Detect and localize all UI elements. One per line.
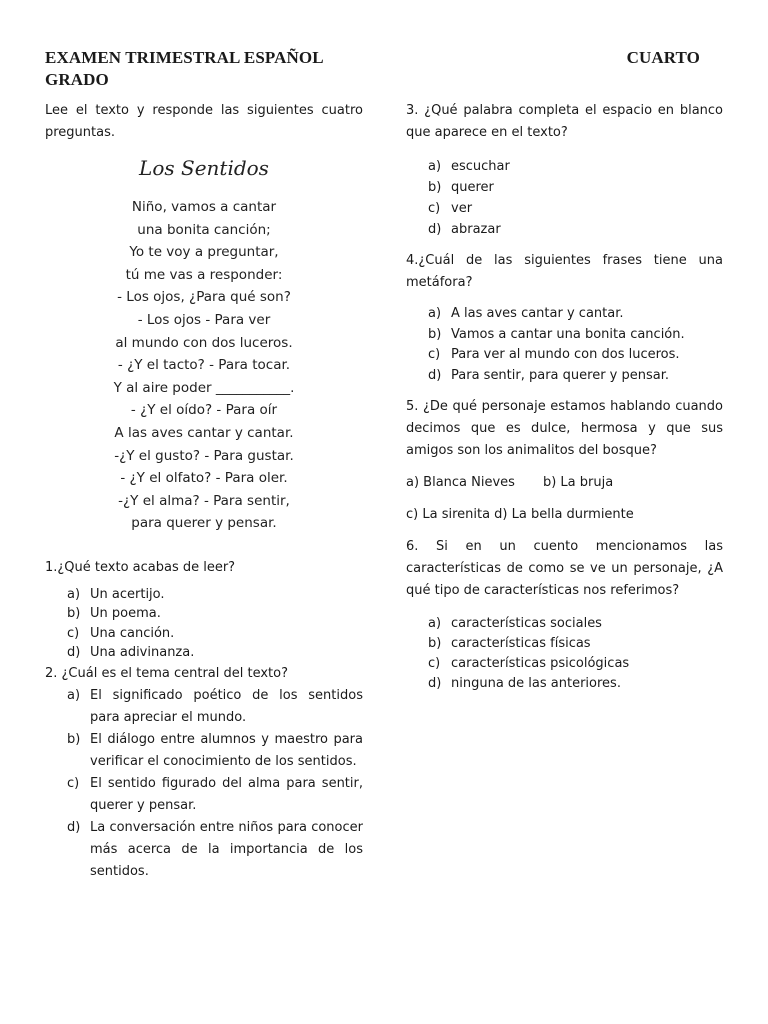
option[interactable] — [45, 643, 363, 663]
poem-line: - ¿Y el olfato? - Para oler. — [120, 470, 288, 487]
poem-line: A las aves cantar y cantar. — [114, 424, 294, 441]
option-letter: b) — [67, 731, 81, 747]
poem — [45, 196, 363, 535]
left-column — [45, 100, 363, 883]
option-text: La conversación entre niños para conocer más acerca de la importancia de los sentidos. — [90, 819, 363, 879]
option-text: características psicológicas — [451, 656, 630, 671]
inline-options — [406, 472, 723, 494]
question-2 — [45, 663, 363, 883]
option-text: Un acertijo. — [90, 586, 165, 602]
poem-title: Los Sentidos — [139, 156, 269, 180]
option[interactable] — [406, 634, 723, 654]
option-text: características sociales — [451, 616, 602, 631]
poem-line: -¿Y el alma? - Para sentir, — [118, 492, 290, 509]
option[interactable] — [406, 156, 723, 177]
option-list — [406, 614, 723, 694]
option-text: ninguna de las anteriores. — [451, 676, 621, 691]
option-list — [406, 304, 723, 386]
option-letter: c) — [428, 656, 441, 671]
question-text: 1.¿Qué texto acabas de leer? — [45, 559, 236, 575]
option[interactable] — [45, 729, 363, 773]
option[interactable] — [45, 624, 363, 644]
option[interactable] — [45, 604, 363, 624]
option-list — [406, 156, 723, 240]
option-text: El sentido figurado del alma para sentir, querer y pensar. — [90, 775, 363, 813]
option-text: ver — [451, 201, 473, 216]
option-text: abrazar — [451, 222, 501, 237]
option[interactable] — [45, 773, 363, 817]
right-column — [406, 100, 723, 694]
question-text: 6. Si en un cuento mencionamos las características de como se ve un personaje, ¿A qué tipo de características nos referimos? — [406, 539, 723, 598]
option-letter: d) — [67, 819, 81, 835]
poem-line: tú me vas a responder: — [125, 266, 283, 283]
option-text: Para ver al mundo con dos luceros. — [451, 347, 680, 362]
option[interactable] — [45, 685, 363, 729]
option[interactable] — [406, 674, 723, 694]
exam-title: EXAMEN TRIMESTRAL ESPAÑOL — [45, 48, 324, 67]
option-letter: c) — [67, 625, 80, 641]
question-5 — [406, 396, 723, 526]
poem-line: -¿Y el gusto? - Para gustar. — [114, 447, 294, 464]
option-text: El diálogo entre alumnos y maestro para verificar el conocimiento de los sentidos. — [90, 731, 363, 769]
option-text: Un poema. — [90, 606, 161, 622]
option[interactable]: b) La bruja — [542, 475, 614, 490]
poem-line: para querer y pensar. — [131, 515, 277, 532]
option-letter: a) — [67, 687, 81, 703]
option-letter: b) — [428, 180, 442, 195]
option-letter: d) — [428, 367, 442, 383]
question-3 — [406, 100, 723, 240]
poem-line: al mundo con dos luceros. — [115, 334, 293, 351]
option[interactable] — [406, 366, 723, 387]
poem-line: Y al aire poder ___________. — [113, 379, 295, 396]
question-text: 4.¿Cuál de las siguientes frases tiene una metáfora? — [406, 253, 723, 290]
option-text: características físicas — [451, 636, 591, 651]
option[interactable] — [406, 219, 723, 240]
option[interactable] — [406, 198, 723, 219]
option-text: A las aves cantar y cantar. — [451, 306, 624, 321]
option[interactable] — [406, 304, 723, 325]
option[interactable]: a) Blanca Nieves — [406, 475, 515, 490]
exam-header — [45, 47, 700, 91]
option-text: Una canción. — [90, 625, 175, 641]
option-letter: a) — [428, 616, 442, 631]
option-letter: c) — [67, 775, 80, 791]
option[interactable] — [406, 177, 723, 198]
option-text: Vamos a cantar una bonita canción. — [451, 326, 685, 342]
option-letter: b) — [428, 636, 442, 651]
option-letter: a) — [428, 159, 442, 174]
option-letter: a) — [428, 306, 442, 321]
option-letter: a) — [67, 586, 81, 602]
poem-line: Niño, vamos a cantar — [131, 199, 277, 215]
option[interactable] — [406, 654, 723, 674]
option[interactable] — [406, 325, 723, 346]
option[interactable]: c) La sirenita d) La bella durmiente — [406, 507, 634, 522]
option-list — [45, 685, 363, 883]
question-6 — [406, 536, 723, 694]
option-list — [45, 585, 363, 663]
question-text: 5. ¿De qué personaje estamos hablando cuando decimos que es dulce, hermosa y que sus amigos son los animalitos del bosque? — [406, 399, 723, 458]
poem-line: - Los ojos, ¿Para qué son? — [117, 289, 291, 306]
option-letter: b) — [428, 326, 442, 342]
poem-line: Yo te voy a preguntar, — [129, 244, 279, 261]
option-letter: c) — [428, 201, 441, 216]
option-letter: b) — [67, 606, 81, 622]
poem-line: una bonita canción; — [137, 221, 271, 238]
question-4 — [406, 250, 723, 386]
exam-grade-word-2: GRADO — [45, 70, 109, 89]
poem-line: - Los ojos - Para ver — [137, 311, 271, 328]
option-text: escuchar — [451, 159, 510, 174]
question-text: 2. ¿Cuál es el tema central del texto? — [45, 665, 289, 681]
option-letter: d) — [428, 222, 442, 237]
option[interactable] — [45, 817, 363, 883]
option-text: querer — [451, 180, 494, 195]
poem-line: - ¿Y el oído? - Para oír — [130, 402, 278, 419]
question-text: 3. ¿Qué palabra completa el espacio en blanco que aparece en el texto? — [406, 103, 723, 140]
option[interactable] — [406, 614, 723, 634]
option-text: Para sentir, para querer y pensar. — [451, 367, 670, 383]
poem-line: - ¿Y el tacto? - Para tocar. — [117, 357, 291, 374]
option-text: El significado poético de los sentidos para apreciar el mundo. — [90, 687, 363, 725]
option-letter: c) — [428, 347, 441, 362]
question-1 — [45, 557, 363, 663]
exam-grade-word: CUARTO — [626, 48, 700, 67]
option-letter: d) — [428, 676, 442, 691]
option[interactable] — [406, 345, 723, 366]
option-letter: d) — [67, 645, 81, 661]
option[interactable] — [45, 585, 363, 605]
instructions: Lee el texto y responde las siguientes cuatro preguntas. — [45, 103, 363, 140]
option-text: Una adivinanza. — [90, 645, 195, 661]
